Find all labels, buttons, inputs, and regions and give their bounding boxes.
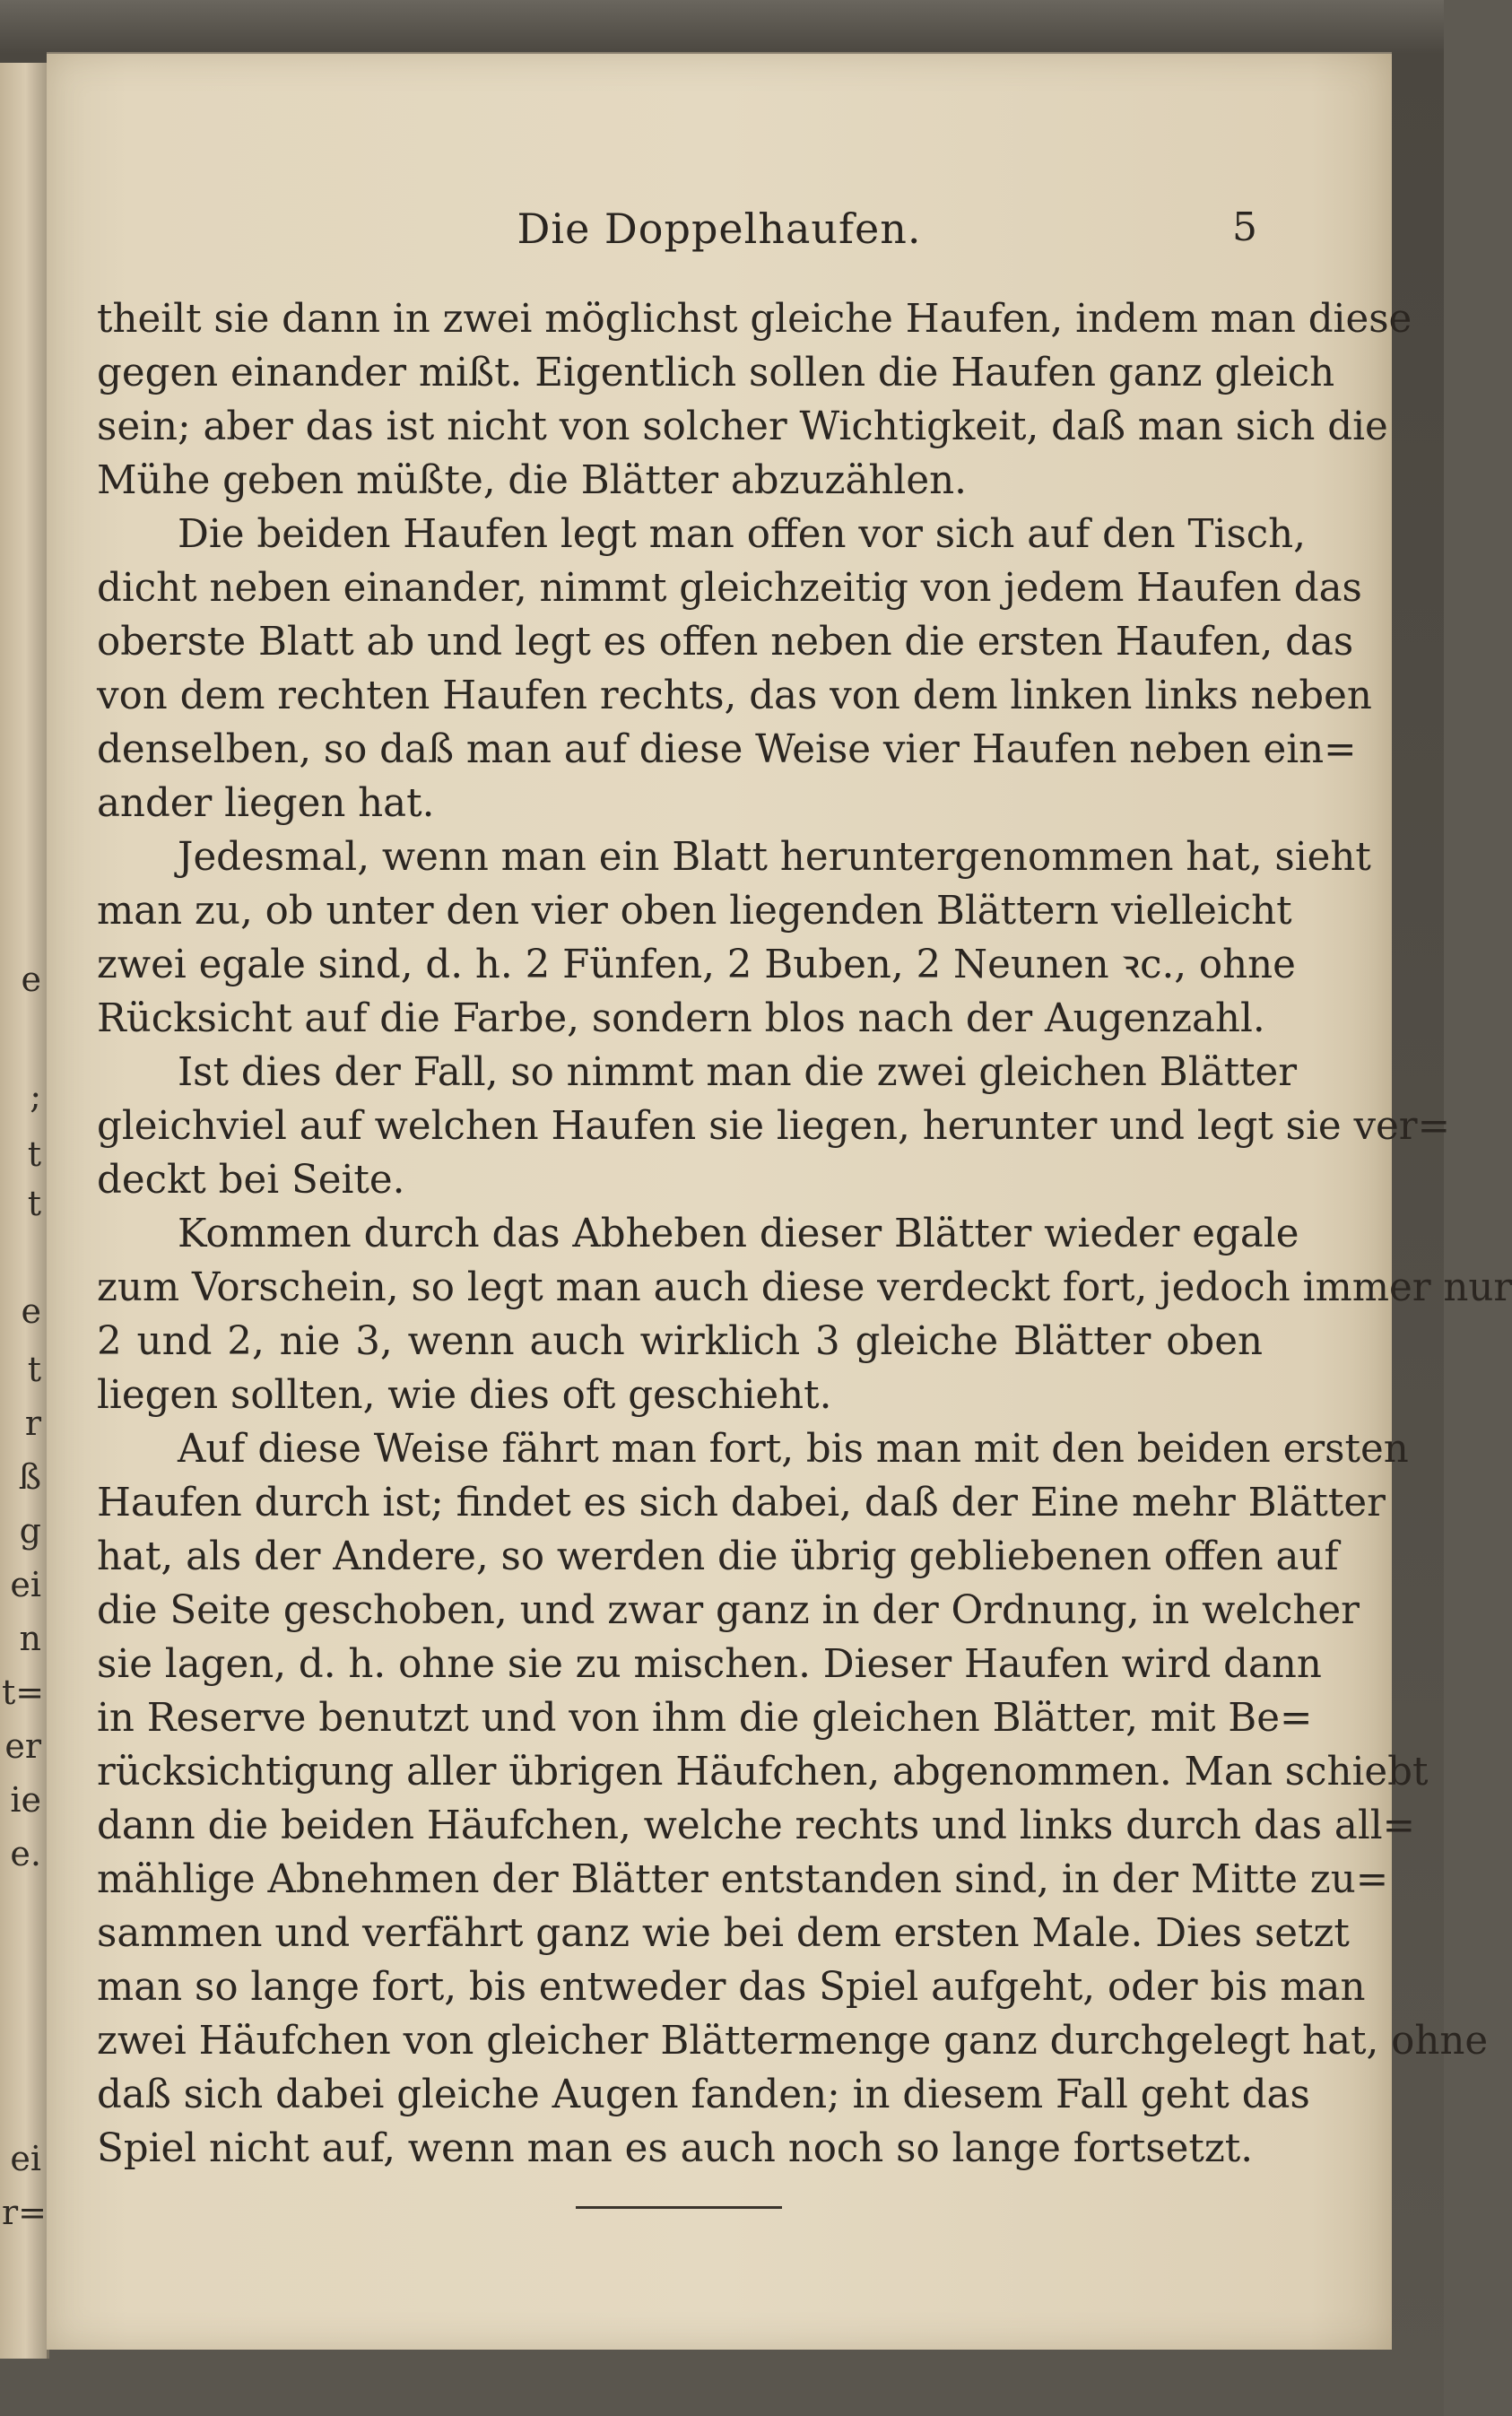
text-line: mählige Abnehmen der Blätter entstanden sind, in der Mitte zu=: [97, 1857, 1389, 1902]
book-page: [47, 52, 1512, 2350]
text-line: sie lagen, d. h. ohne sie zu mischen. Dieser Haufen wird dann: [97, 1642, 1322, 1687]
text-line: Rücksicht auf die Farbe, sondern blos nach der Augenzahl.: [97, 996, 1265, 1041]
text-line: zum Vorschein, so legt man auch diese verdeckt fort, jedoch immer nur: [97, 1265, 1512, 1310]
text-line: Spiel nicht auf, wenn man es auch noch so lange fortsetzt.: [97, 2126, 1254, 2171]
edge-fragment: ß: [18, 1457, 41, 1497]
edge-fragment: e.: [10, 1834, 41, 1873]
text-line: zwei egale sind, d. h. 2 Fünfen, 2 Buben, 2 Neunen ꝛc., ohne: [97, 943, 1296, 987]
text-line: sein; aber das ist nicht von solcher Wichtigkeit, daß man sich die: [97, 404, 1388, 449]
page-number: 5: [1232, 204, 1257, 250]
running-title: Die Doppelhaufen.: [517, 204, 922, 253]
text-line: in Reserve benutzt und von ihm die gleichen Blätter, mit Be=: [97, 1696, 1313, 1741]
edge-fragment: t: [27, 1350, 41, 1389]
text-line: Jedesmal, wenn man ein Blatt heruntergenommen hat, sieht: [178, 835, 1371, 880]
edge-fragment: t: [27, 1134, 41, 1174]
text-line: man zu, ob unter den vier oben liegenden Blättern vielleicht: [97, 889, 1292, 934]
edge-fragment: n: [19, 1619, 41, 1658]
text-line: daß sich dabei gleiche Augen fanden; in diesem Fall geht das: [97, 2073, 1310, 2117]
text-line: man so lange fort, bis entweder das Spiel aufgeht, oder bis man: [97, 1965, 1366, 2010]
text-line: hat, als der Andere, so werden die übrig gebliebenen offen auf: [97, 1534, 1339, 1579]
text-line: Ist dies der Fall, so nimmt man die zwei gleichen Blätter: [178, 1050, 1298, 1095]
edge-fragment: ei: [10, 1565, 41, 1604]
edge-fragment: ;: [30, 1076, 41, 1116]
edge-fragment: ie: [10, 1780, 41, 1820]
edge-fragment: g: [19, 1511, 41, 1551]
text-line: gegen einander mißt. Eigentlich sollen die Haufen ganz gleich: [97, 351, 1335, 395]
text-line: gleichviel auf welchen Haufen sie liegen, herunter und legt sie ver=: [97, 1104, 1451, 1149]
text-line: Kommen durch das Abheben dieser Blätter wieder egale: [178, 1212, 1299, 1256]
text-line: ander liegen hat.: [97, 781, 435, 826]
text-line: zwei Häufchen von gleicher Blättermenge ganz durchgelegt hat, ohne: [97, 2019, 1489, 2064]
edge-fragment: r: [24, 1404, 41, 1443]
text-line: deckt bei Seite.: [97, 1158, 405, 1203]
text-line: die Seite geschoben, und zwar ganz in der Ordnung, in welcher: [97, 1588, 1360, 1633]
body-text: [97, 292, 1512, 2176]
edge-fragment: t=: [2, 1673, 45, 1712]
edge-fragment: t: [27, 1184, 41, 1223]
text-line: rücksichtigung aller übrigen Häufchen, abgenommen. Man schiebt: [97, 1750, 1429, 1795]
text-line: von dem rechten Haufen rechts, das von dem linken links neben: [97, 674, 1372, 718]
text-line: theilt sie dann in zwei möglichst gleiche Haufen, indem man diese: [97, 297, 1412, 342]
text-line: sammen und verfährt ganz wie bei dem ersten Male. Dies setzt: [97, 1911, 1350, 1956]
end-rule: [576, 2206, 782, 2209]
edge-fragment: r=: [2, 2193, 48, 2232]
page-header: [47, 204, 1392, 262]
previous-page-edge: [0, 63, 49, 2359]
text-line: liegen sollten, wie dies oft geschieht.: [97, 1373, 832, 1418]
text-line: denselben, so daß man auf diese Weise vier Haufen neben ein=: [97, 727, 1357, 772]
edge-fragment: e: [21, 1291, 41, 1331]
text-line: dann die beiden Häufchen, welche rechts und links durch das all=: [97, 1803, 1416, 1848]
text-line: dicht neben einander, nimmt gleichzeitig von jedem Haufen das: [97, 566, 1362, 611]
text-line: oberste Blatt ab und legt es offen neben die ersten Haufen, das: [97, 620, 1354, 665]
text-line: 2 und 2, nie 3, wenn auch wirklich 3 gleiche Blätter oben: [97, 1319, 1263, 1364]
text-line: Die beiden Haufen legt man offen vor sich auf den Tisch,: [178, 512, 1306, 557]
text-line: Mühe geben müßte, die Blätter abzuzählen.: [97, 458, 967, 503]
edge-fragment: e: [21, 960, 41, 999]
text-line: Haufen durch ist; findet es sich dabei, daß der Eine mehr Blätter: [97, 1481, 1386, 1525]
text-line: Auf diese Weise fährt man fort, bis man mit den beiden ersten: [178, 1427, 1409, 1472]
edge-fragment: er: [4, 1726, 41, 1766]
edge-fragment: ei: [10, 2139, 41, 2178]
